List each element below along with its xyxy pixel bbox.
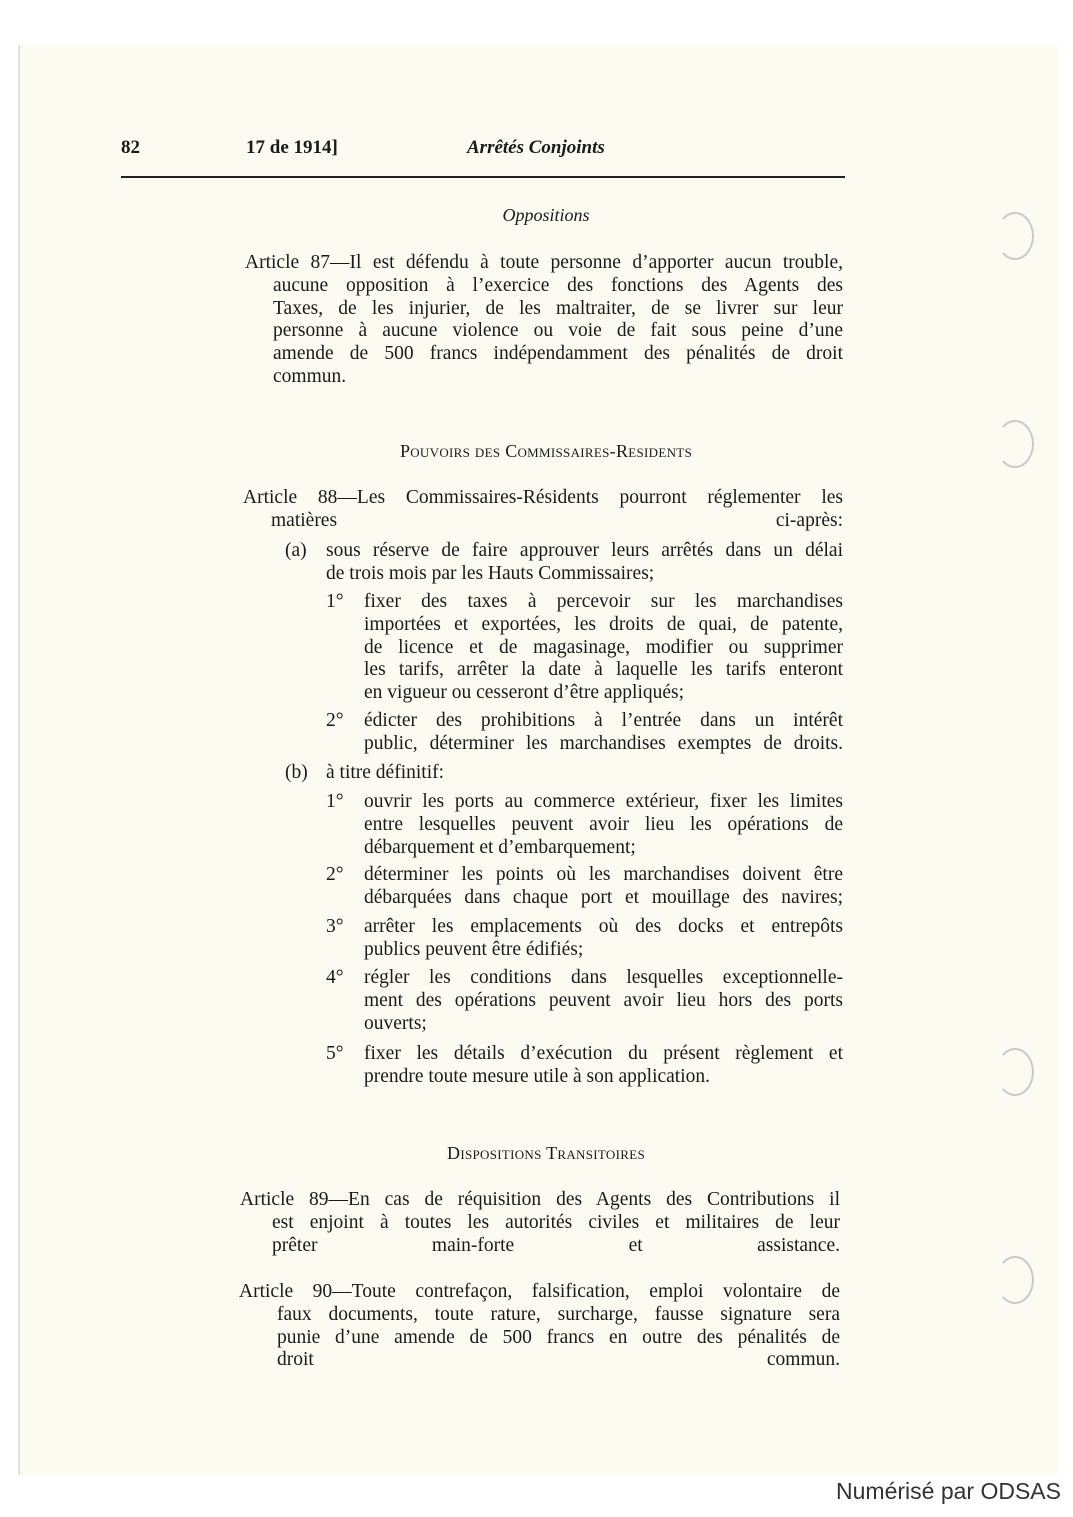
clause-b-item-2-line: déterminer les points où les marchandises doivent être	[364, 864, 843, 885]
clause-a-item-2	[364, 710, 843, 756]
clause-a-item-1-line: en vigueur ou cesseront d’être appliqués;	[364, 682, 685, 704]
clause-b-item-5-line: prendre toute mesure utile à son application.	[364, 1065, 711, 1087]
article-90	[239, 1281, 840, 1372]
article-89-line: Article 89—En cas de réquisition des Agents des Contributions il	[240, 1189, 840, 1210]
section-title-dispositions: Dispositions Transitoires	[447, 1143, 645, 1163]
clause-a-item-2-line: public, déterminer les marchandises exemptes de droits.	[364, 732, 843, 754]
article-87-line: personne à aucune violence ou voie de fait sous peine d’une	[273, 320, 843, 342]
article-89-line: prêter main-forte et assistance.	[272, 1234, 840, 1256]
clause-a-item-1-line: les tarifs, arrêter la date à laquelle les tarifs enteront	[364, 659, 843, 681]
clause-b-item-1-line: entre lesquelles peuvent avoir lieu les opérations de	[364, 813, 843, 835]
scan-edge	[18, 45, 20, 1475]
clause-a-item-2-num: 2°	[326, 710, 344, 731]
clause-b-item-4-line: ment des opérations peuvent avoir lieu hors des ports	[364, 989, 843, 1011]
clause-b-item-2	[364, 864, 843, 910]
article-90-line: Article 90—Toute contrefaçon, falsification, emploi volontaire de	[239, 1281, 840, 1302]
clause-b-item-1-line: ouvrir les ports au commerce extérieur, fixer les limites	[364, 791, 843, 812]
clause-b-item-3-num: 3°	[326, 916, 344, 937]
clause-b-item-5	[364, 1043, 843, 1089]
clause-b-label: (b)	[285, 762, 308, 783]
clause-a-item-1	[364, 591, 843, 705]
running-title: Arrêtés Conjoints	[467, 137, 605, 158]
clause-b-text	[326, 762, 444, 785]
clause-a-label: (a)	[285, 540, 307, 561]
page-number: 82	[121, 137, 140, 158]
clause-b-item-5-num: 5°	[326, 1043, 344, 1064]
binder-hole-2	[996, 420, 1034, 468]
clause-b-item-3-line: publics peuvent être édifiés;	[364, 938, 584, 960]
clause-b-item-4-num: 4°	[326, 967, 344, 988]
clause-a-text	[326, 540, 843, 586]
article-90-line: punie d’une amende de 500 francs en outre des pénalités de	[277, 1326, 840, 1348]
clause-b-item-5-line: fixer les détails d’exécution du présent règlement et	[364, 1043, 843, 1064]
article-88	[243, 487, 843, 533]
clause-a-item-1-line: importées et exportées, les droits de quai, de patente,	[364, 613, 843, 635]
article-89-line: est enjoint à toutes les autorités civiles et militaires de leur	[272, 1211, 840, 1233]
article-88-line: Article 88—Les Commissaires-Résidents pourront réglementer les	[243, 487, 843, 508]
article-90-line: droit commun.	[277, 1349, 840, 1371]
clause-b-item-2-num: 2°	[326, 864, 344, 885]
clause-b-item-1-num: 1°	[326, 791, 344, 812]
clause-a-item-2-line: édicter des prohibitions à l’entrée dans un intérêt	[364, 710, 843, 731]
clause-a-line: sous réserve de faire approuver leurs arrêtés dans un délai	[326, 540, 843, 561]
article-87-line: Taxes, de les injurier, de les maltraiter, de se livrer sur leur	[273, 297, 843, 319]
clause-b-item-4	[364, 967, 843, 1035]
article-87	[245, 252, 843, 389]
section-title-pouvoirs: Pouvoirs des Commissaires-Residents	[399, 441, 693, 461]
binder-hole-1	[996, 212, 1034, 260]
digitization-credit: Numérisé par ODSAS	[836, 1478, 1061, 1504]
article-90-line: faux documents, toute rature, surcharge, fausse signature sera	[277, 1303, 840, 1325]
clause-a-item-1-line: fixer des taxes à percevoir sur les marchandises	[364, 591, 843, 612]
binder-hole-3	[996, 1048, 1034, 1096]
header-rule	[121, 176, 845, 178]
article-87-line: aucune opposition à l’exercice des fonctions des Agents des	[273, 274, 843, 296]
article-89	[240, 1189, 840, 1257]
date-reference: 17 de 1914]	[246, 137, 338, 158]
binder-hole-4	[996, 1256, 1034, 1304]
clause-b-item-1-line: débarquement et d’embarquement;	[364, 836, 636, 858]
article-87-line: amende de 500 francs indépendamment des pénalités de droit	[273, 343, 843, 365]
section-title-oppositions: Oppositions	[502, 205, 590, 225]
clause-b-item-4-line: régler les conditions dans lesquelles exceptionnelle-	[364, 967, 843, 988]
clause-b-item-3	[364, 916, 843, 962]
clause-a-item-1-line: de licence et de magasinage, modifier ou supprimer	[364, 636, 843, 658]
article-87-line: Article 87—Il est défendu à toute personne d’apporter aucun trouble,	[245, 252, 843, 273]
clause-b-item-2-line: débarquées dans chaque port et mouillage des navires;	[364, 886, 843, 908]
clause-b-item-4-line: ouverts;	[364, 1012, 427, 1034]
clause-a-item-1-num: 1°	[326, 591, 344, 612]
clause-b-item-3-line: arrêter les emplacements où des docks et entrepôts	[364, 916, 843, 937]
clause-b-line: à titre définitif:	[326, 762, 445, 783]
article-88-line: matières ci-après:	[271, 509, 843, 531]
article-87-line: commun.	[273, 365, 347, 387]
clause-a-line: de trois mois par les Hauts Commissaires;	[326, 562, 655, 584]
clause-b-item-1	[364, 791, 843, 859]
